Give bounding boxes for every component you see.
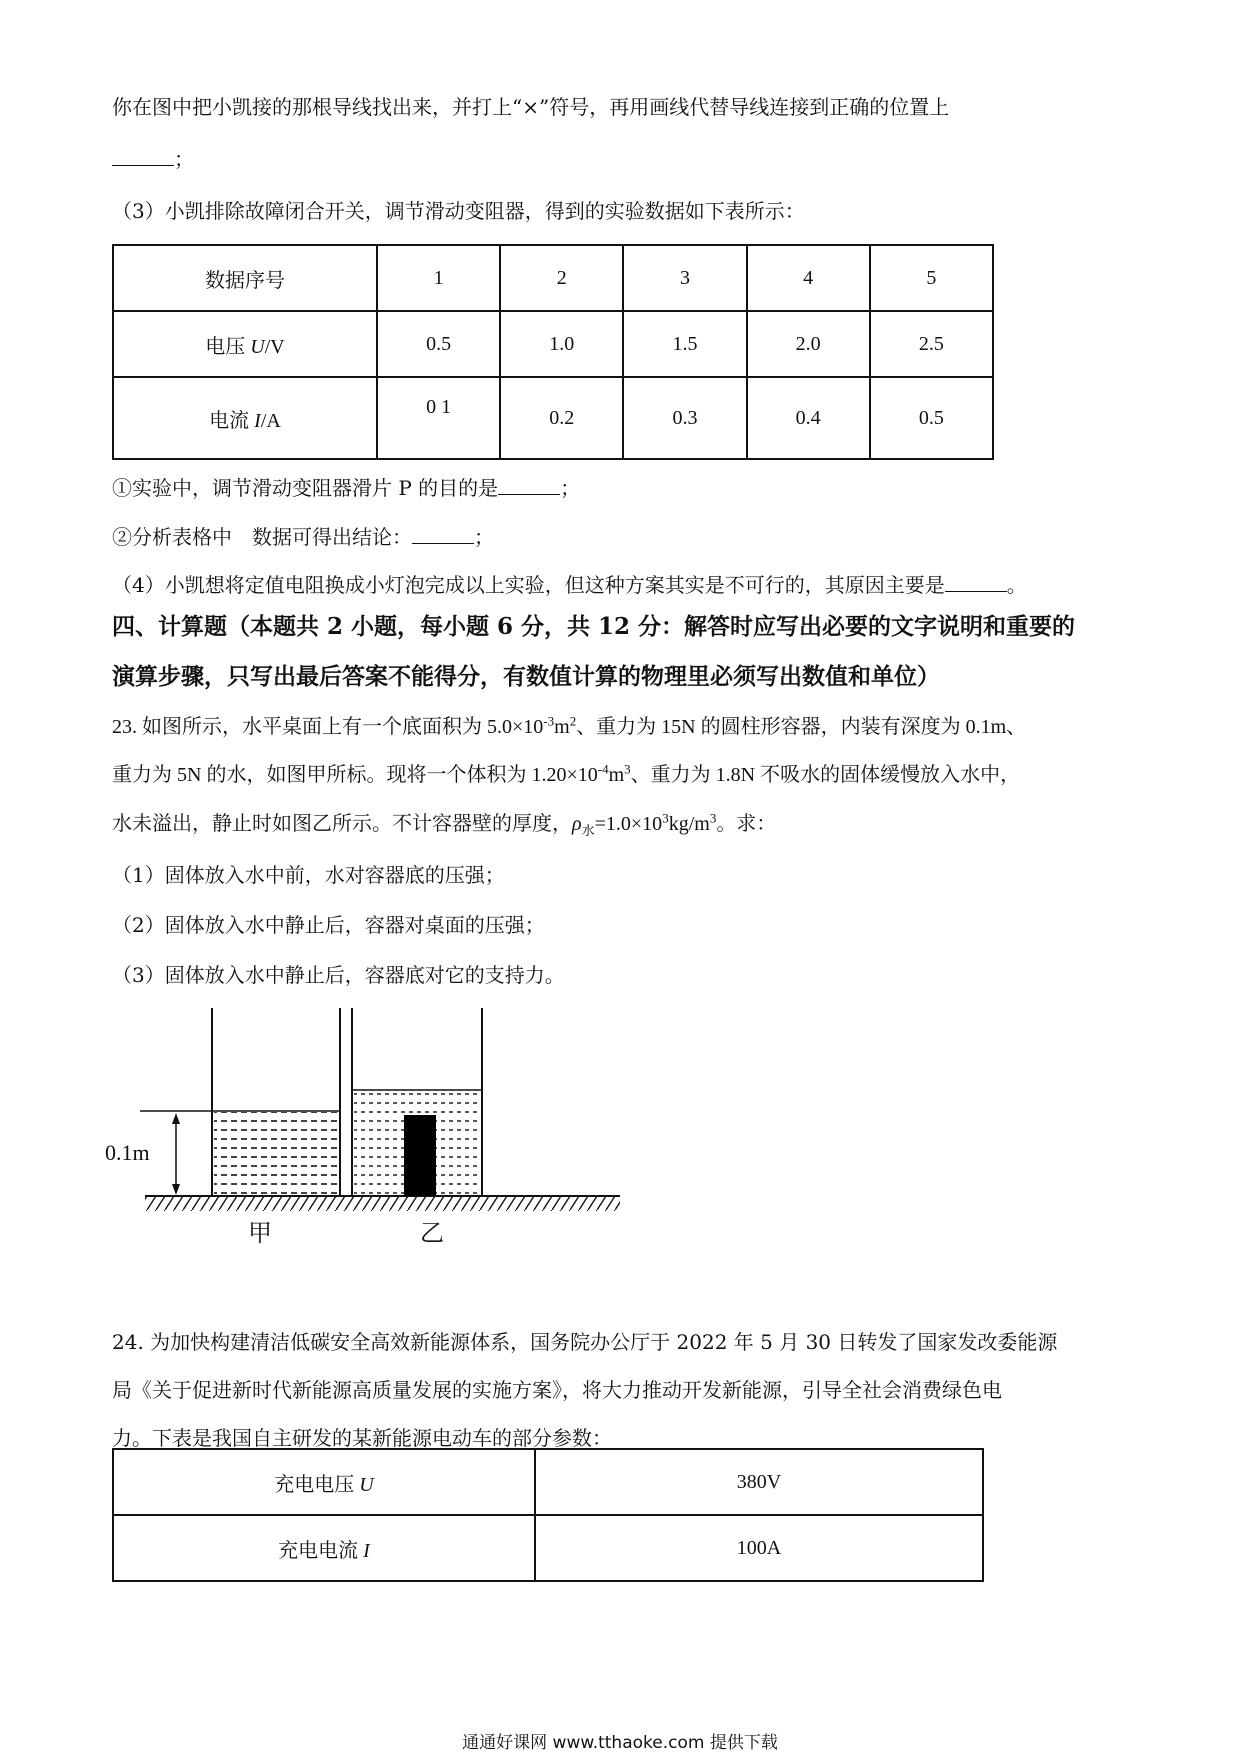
depth-label: 0.1m (105, 1140, 150, 1165)
table-cell: 4 (747, 245, 870, 311)
table-header-cell (113, 311, 377, 377)
table-row (113, 311, 993, 377)
q23-line1 (112, 712, 1026, 742)
table-cell: 3 (623, 245, 746, 311)
q22-sub2-end: ； (474, 525, 494, 549)
label-text: 电压 (205, 335, 251, 358)
q22-sub1-end: ； (560, 476, 581, 500)
answer-blank[interactable] (498, 472, 560, 495)
table-header-cell (113, 1515, 535, 1581)
exponent: 3 (709, 810, 717, 826)
table-cell: 0.2 (500, 377, 623, 459)
q23-text: 、重力为 15N 的圆柱形容器，内装有深度为 0.1m、 (576, 716, 1027, 738)
table-cell: 2.0 (747, 311, 870, 377)
table-header-cell (113, 1449, 535, 1515)
ground-hatch (145, 1197, 620, 1211)
section-heading-line2: 演算步骤，只写出最后答案不能得分，有数值计算的物理里必须写出数值和单位） (112, 663, 940, 690)
label-variable: I (363, 1539, 370, 1562)
answer-blank[interactable] (112, 143, 174, 166)
container-figure (105, 1000, 640, 1260)
label-unit: /A (260, 409, 281, 432)
q23-part1: （1）固体放入水中前，水对容器底的压强； (112, 863, 505, 887)
arrow-head-down-icon (172, 1184, 180, 1195)
q22-sub4-text: （4）小凯想将定值电阻换成小灯泡完成以上实验，但这种方案其实是不可行的，其原因主要是 (112, 573, 945, 597)
q22-line2-tail: ； (174, 147, 194, 171)
q22-sub2 (112, 521, 494, 552)
q23-text: 。求： (716, 813, 777, 835)
label-variable: U (250, 335, 265, 358)
table-cell: 0 1 (377, 377, 500, 459)
section-heading-line1: 四、计算题（本题共 2 小题，每小题 6 分，共 12 分：解答时应写出必要的文字说明和重要的 (112, 613, 1076, 640)
table-row (113, 1449, 983, 1515)
figure-label-b: 乙 (420, 1219, 444, 1247)
q24-line1: 24. 为加快构建清洁低碳安全高效新能源体系，国务院办公厅于 2022 年 5 月 30 日转发了国家发改委能源 (112, 1330, 1058, 1354)
exponent: 3 (662, 810, 669, 826)
q23-text: 水未溢出，静止时如图乙所示。不计容器壁的厚度， (112, 813, 572, 835)
solid-block (404, 1115, 436, 1196)
q23-text: 23. 如图所示，水平桌面上有一个底面积为 5.0×10 (112, 716, 544, 738)
q23-text: 、重力为 1.8N 不吸水的固体缓慢放入水中， (630, 764, 1021, 786)
subscript: 水 (581, 823, 595, 838)
q22-sub4-end: 。 (1006, 573, 1027, 597)
q24-line2: 局《关于促进新时代新能源高质量发展的实施方案》，将大力推动开发新能源，引导全社会消费绿色电 (112, 1378, 1002, 1402)
q23-text: 重力为 5N 的水，如图甲所标。现将一个体积为 1.20×10 (112, 764, 598, 786)
table-cell: 0.4 (747, 377, 870, 459)
label-variable: U (359, 1473, 374, 1496)
arrow-head-up-icon (172, 1113, 180, 1124)
table-cell: 0.3 (623, 377, 746, 459)
q22-sub2-text: ②分析表格中 数据可得出结论： (112, 525, 412, 549)
data-table (112, 244, 994, 460)
q22-line1: 你在图中把小凯接的那根导线找出来，并打上“×”符号，再用画线代替导线连接到正确的位置上 (112, 95, 950, 119)
table-cell: 1.5 (623, 311, 746, 377)
table-cell: 380V (535, 1449, 983, 1515)
table-row (113, 1515, 983, 1581)
q22-sub1 (112, 472, 580, 503)
vehicle-params-table (112, 1448, 984, 1582)
q23-text: kg/m (668, 813, 710, 835)
exponent: -4 (597, 761, 609, 777)
q23-text: =1.0×10 (594, 813, 663, 835)
label-text: 充电电压 (274, 1473, 360, 1496)
exponent: 3 (624, 761, 631, 777)
label-variable: I (254, 409, 261, 432)
table-cell: 100A (535, 1515, 983, 1581)
q23-text: m (608, 764, 625, 786)
exponent: -3 (543, 713, 555, 729)
q23-line2 (112, 760, 1020, 790)
answer-blank[interactable] (412, 521, 474, 544)
table-cell: 2 (500, 245, 623, 311)
table-header-cell (113, 377, 377, 459)
table-row (113, 377, 993, 459)
rho-symbol: ρ (572, 813, 582, 835)
q22-line3: （3）小凯排除故障闭合开关，调节滑动变阻器，得到的实验数据如下表所示： (112, 199, 805, 223)
table-cell: 0.5 (377, 311, 500, 377)
label-text: 电流 (209, 409, 255, 432)
q24-line3: 力。下表是我国自主研发的某新能源电动车的部分参数： (112, 1426, 612, 1450)
figure-label-a: 甲 (248, 1219, 272, 1247)
table-header-cell: 数据序号 (113, 245, 377, 311)
q22-sub4 (112, 569, 1027, 600)
table-cell: 1.0 (500, 311, 623, 377)
water-a (214, 1112, 338, 1195)
q22-line2 (112, 143, 194, 174)
q23-part3: （3）固体放入水中静止后，容器底对它的支持力。 (112, 963, 565, 987)
table-cell: 0.5 (870, 377, 993, 459)
q23-line3 (112, 809, 776, 846)
q23-text: m (554, 716, 570, 738)
exponent: 2 (569, 713, 577, 729)
table-cell: 2.5 (870, 311, 993, 377)
label-unit: /V (264, 335, 285, 358)
table-row (113, 245, 993, 311)
answer-blank[interactable] (945, 569, 1007, 592)
table-cell: 5 (870, 245, 993, 311)
label-text: 充电电流 (278, 1539, 364, 1562)
q23-part2: （2）固体放入水中静止后，容器对桌面的压强； (112, 913, 545, 937)
q22-sub1-text: ①实验中，调节滑动变阻器滑片 P 的目的是 (112, 476, 499, 500)
table-cell: 1 (377, 245, 500, 311)
page-footer: 通通好课网 www.tthaoke.com 提供下载 (462, 1733, 778, 1753)
